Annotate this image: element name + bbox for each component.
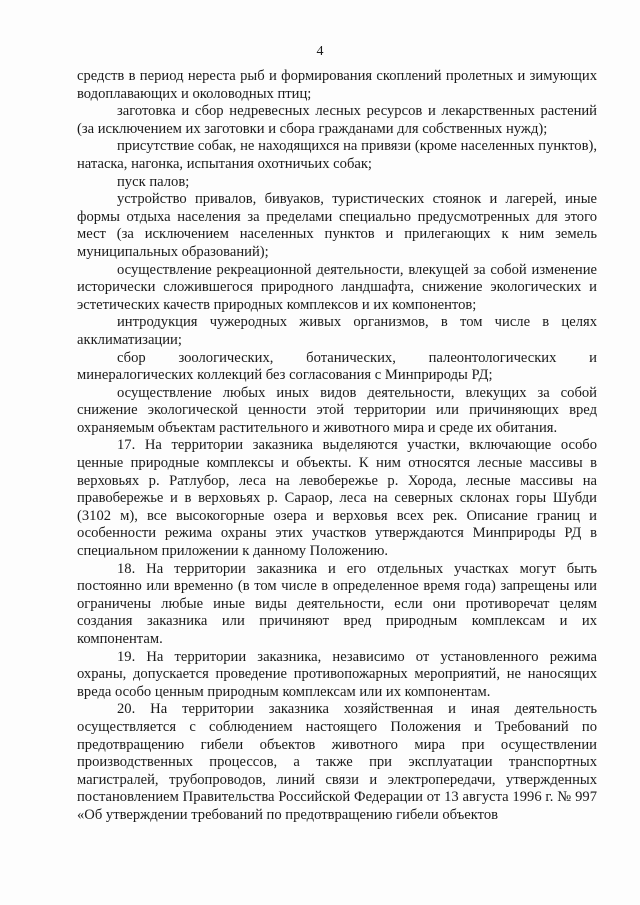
paragraph-list-item: интродукция чужеродных живых организмов, в том числе в целях акклиматизации; (77, 314, 597, 348)
paragraph-list-item: пуск палов; (117, 173, 190, 190)
paragraph-section-20: 20. На территории заказника хозяйственная и иная деятельность осуществляется с соблюдением настоящего Положения и Требований по предотвращению гибели объектов животного мира при осуществлении производственных процессов, а также при эксплуатации транспортных магистралей, трубопроводов, линий связи и электропередачи, утвержденных постановлением Правительства Российской Федерации от 13 августа 1996 г. № 997 «Об утверждении требований по предотвращению гибели объектов (77, 701, 597, 823)
paragraph-list-item: осуществление рекреационной деятельности, влекущей за собой изменение исторически сложившегося природного ландшафта, снижение экологических и эстетических качеств природных комплексов и их компонентов; (77, 261, 597, 313)
paragraph-list-item: присутствие собак, не находящихся на привязи (кроме населенных пунктов), натаска, нагонка, испытания охотничьих собак; (77, 138, 597, 172)
paragraph-continuation: средств в период нереста рыб и формирования скоплений пролетных и зимующих водоплавающих и околоводных птиц; (77, 68, 597, 102)
paragraph-list-item: сбор зоологических, ботанических, палеонтологических и минералогических коллекций без согласования с Минприроды РД; (77, 349, 597, 384)
page-number: 4 (316, 44, 324, 59)
paragraph-list-item: устройство привалов, бивуаков, туристических стоянок и лагерей, иные формы отдыха населения за пределами специально предусмотренных для этого мест (за исключением населенных пунктов и прилегающих к ним земель муниципальных образований); (77, 191, 597, 260)
paragraph-section-19: 19. На территории заказника, независимо от установленного режима охраны, допускается проведение противопожарных мероприятий, не наносящих вреда особо ценным природным комплексам или их компонентам. (77, 648, 597, 700)
paragraph-list-item: заготовка и сбор недревесных лесных ресурсов и лекарственных растений (за исключением их заготовки и сбора гражданами для собственных нужд); (77, 103, 597, 137)
paragraph-section-17: 17. На территории заказника выделяются участки, включающие особо ценные природные комплексы и объекты. К ним относятся лесные массивы в верховьях р. Ратлубор, леса на левобережье р. Хорода, лесные массивы на правобережье и в верховьях р. Сараор, леса на северных склонах горы Шубди (3102 м), все высокогорные озера и верховья всех рек. Описание границ и особенности режима охраны этих участков утверждаются Минприроды РД в специальном приложении к данному Положению. (77, 437, 597, 560)
paragraph-list-item: осуществление любых иных видов деятельности, влекущих за собой снижение экологической ценности этой территории или причиняющих вред охраняемым объектам растительного и животного мира и среде их обитания. (77, 384, 597, 436)
paragraph-section-18: 18. На территории заказника и его отдельных участках могут быть постоянно или временно (в том числе в определенное время года) запрещены или ограничены любые иные виды деятельности, если они противоречат целям создания заказника или причиняют вред природным комплексам и их компонентам. (77, 560, 597, 647)
document-body (77, 68, 597, 825)
